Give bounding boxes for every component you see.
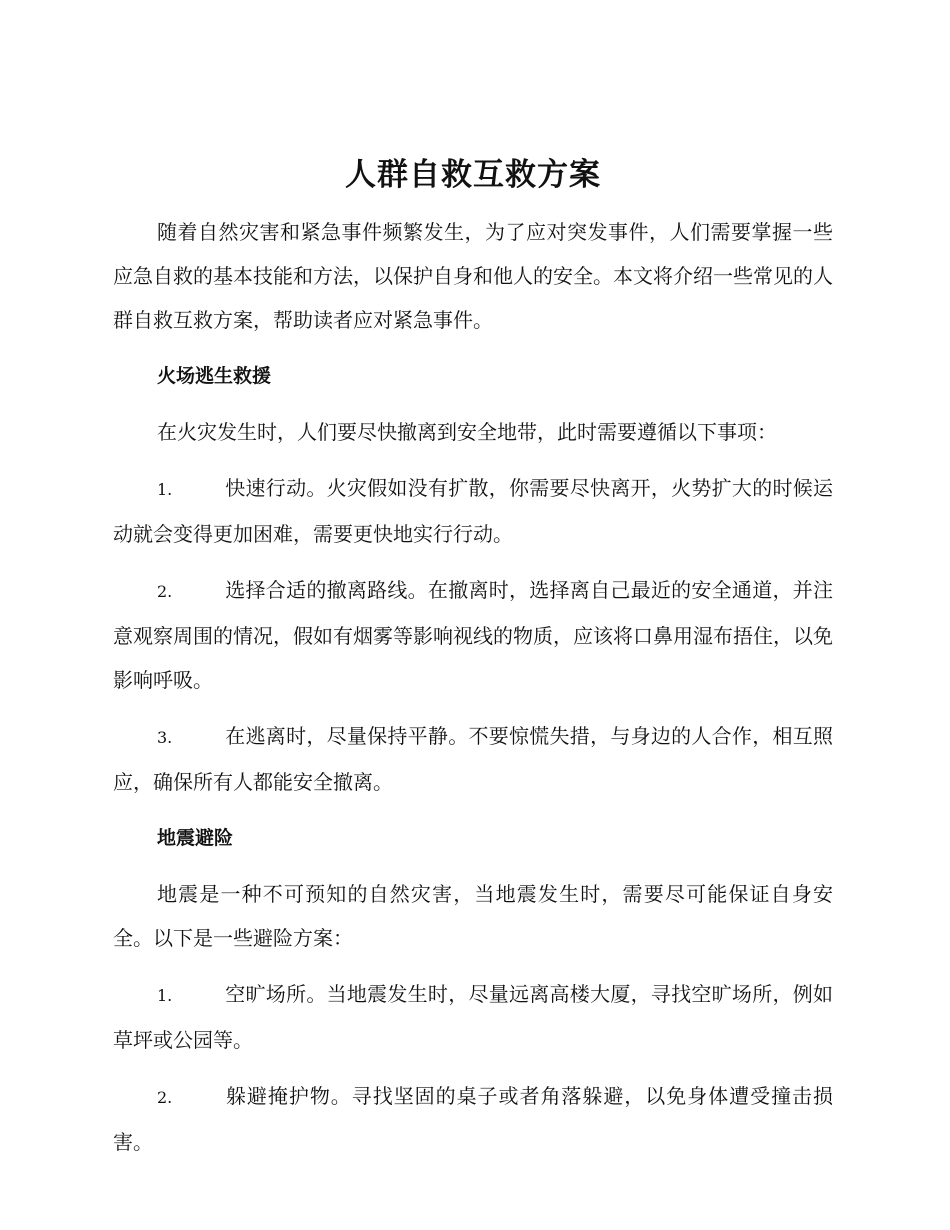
list-item-number: 2. [157,582,173,601]
section-lead: 在火灾发生时，人们要尽快撤离到安全地带，此时需要遵循以下事项： [157,420,777,444]
list-item-number: 3. [157,728,173,747]
intro-paragraph: 随着自然灾害和紧急事件频繁发生，为了应对突发事件，人们需要掌握一些应急自救的基本技能和方法，以保护自身和他人的安全。本文将介绍一些常见的人群自救互救方案，帮助读者应对紧急事件。 [113,220,833,332]
list-item-number: 1. [157,480,173,499]
document-page [113,148,833,1164]
section-heading: 地震避险 [157,827,234,849]
list-item-number: 2. [157,1088,173,1107]
list-item-text: 快速行动。火灾假如没有扩散，你需要尽快离开，火势扩大的时候运动就会变得更加困难，需要更快地实行行动。 [113,476,833,546]
document-title: 人群自救互救方案 [345,157,601,193]
list-item [113,568,833,702]
list-item [113,714,833,804]
section-fire-escape [113,354,833,804]
section-earthquake [113,816,833,1164]
list-item-text: 躲避掩护物。寻找坚固的桌子或者角落躲避，以免身体遭受撞击损害。 [113,1084,833,1154]
list-item [113,466,833,556]
list-item [113,972,833,1062]
section-heading: 火场逃生救援 [157,365,272,387]
list-item [113,1074,833,1164]
list-item-number: 1. [157,986,173,1005]
list-item-text: 选择合适的撤离路线。在撤离时，选择离自己最近的安全通道，并注意观察周围的情况，假如有烟雾等影响视线的物质，应该将口鼻用湿布捂住，以免影响呼吸。 [113,578,833,692]
list-item-text: 空旷场所。当地震发生时，尽量远离高楼大厦，寻找空旷场所，例如草坪或公园等。 [113,982,833,1052]
list-item-text: 在逃离时，尽量保持平静。不要惊慌失措，与身边的人合作，相互照应，确保所有人都能安全撤离。 [113,724,833,794]
section-lead: 地震是一种不可预知的自然灾害，当地震发生时，需要尽可能保证自身安全。以下是一些避险方案： [113,882,833,950]
